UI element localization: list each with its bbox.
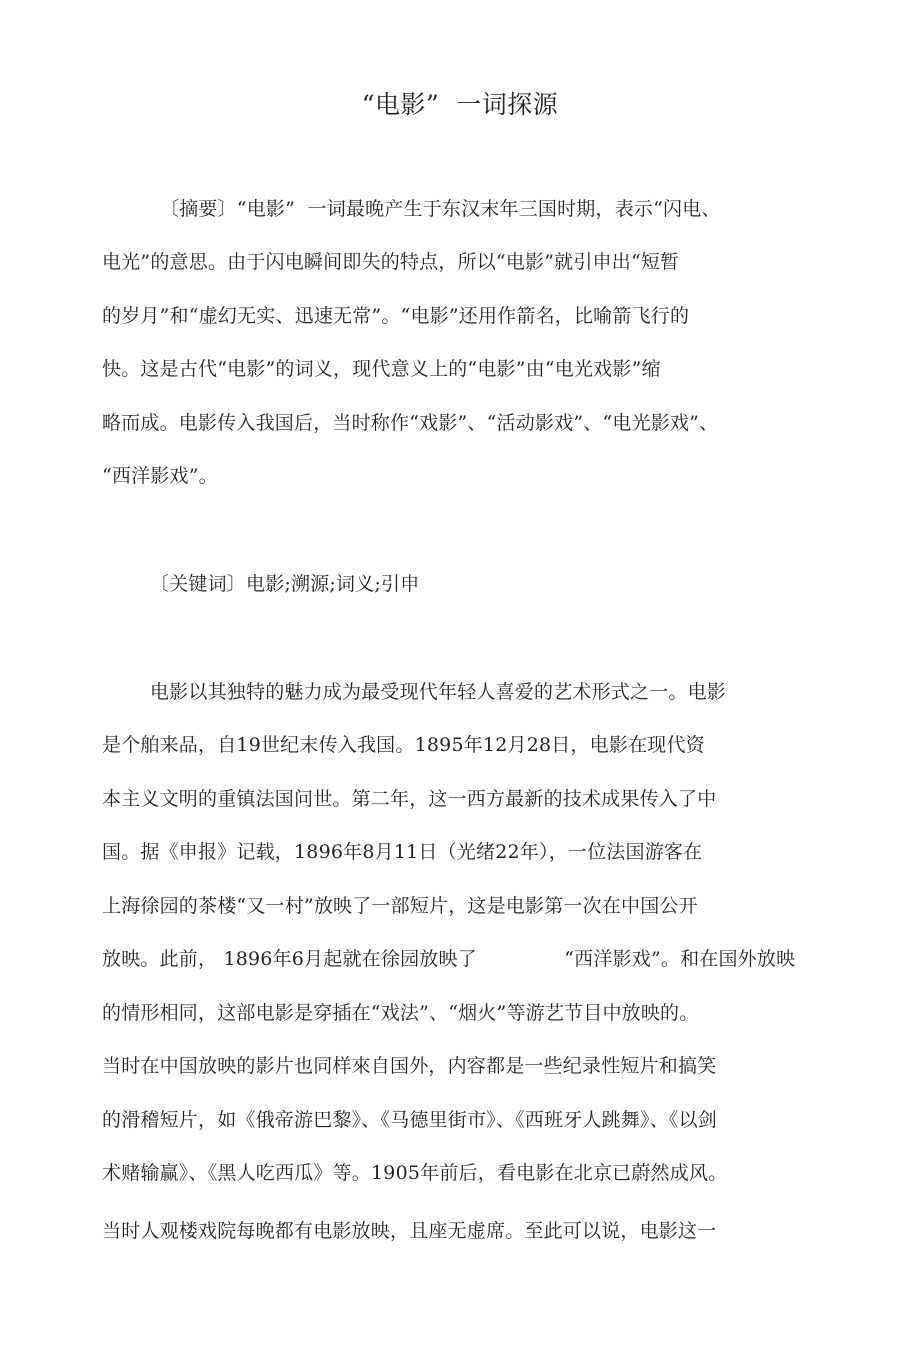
- abstract-line: 的岁月”和“虚幻无实、迅速无常”。“电影”还用作箭名，比喻箭飞行的: [102, 305, 690, 327]
- page-title: “电影” 一词探源: [361, 90, 559, 119]
- abstract-line: 略而成。电影传入我国后，当时称作“戏影”、“活动影戏”、“电光影戏”、: [102, 412, 719, 434]
- body-line: 是个舶来品，自19世纪末传入我国。1895年12月28日，电影在现代资: [102, 734, 705, 756]
- body-line: 放映。此前， 1896年6月起就在徐园放映了 “西洋影戏”。和在国外放映: [102, 948, 796, 970]
- body-line: 电影以其独特的魅力成为最受现代年轻人喜爱的艺术形式之一。电影: [150, 681, 727, 703]
- abstract-line: 快。这是古代“电影”的词义，现代意义上的“电影”由“电光戏影”缩: [102, 358, 661, 380]
- body-line: 上海徐园的茶楼“又一村”放映了一部短片，这是电影第一次在中国公开: [102, 895, 698, 917]
- body-line: 术赌输赢》、《黑人吃西瓜》等。1905年前后，看电影在北京已蔚然成风。: [102, 1162, 728, 1184]
- abstract-line: 〔摘要〕“电影” 一词最晚产生于东汉末年三国时期，表示“闪电、: [160, 198, 721, 220]
- body-line: 的滑稽短片，如《俄帝游巴黎》、《马德里街市》、《西班牙人跳舞》、《以剑: [102, 1109, 718, 1131]
- body-line: 本主义文明的重镇法国问世。第二年，这一西方最新的技术成果传入了中: [102, 788, 717, 810]
- body-line: 的情形相同，这部电影是穿插在“戏法”、“烟火”等游艺节目中放映的。: [102, 1002, 699, 1024]
- body-line: 当时人观楼戏院每晚都有电影放映，且座无虚席。至此可以说，电影这一: [102, 1220, 717, 1242]
- body-line: 当时在中国放映的影片也同样來自国外，内容都是一些纪录性短片和搞笑: [102, 1055, 717, 1077]
- abstract-line: “西洋影戏”。: [102, 465, 218, 487]
- body-line: 国。据《申报》记载，1896年8月11日（光绪22年），一位法国游客在: [102, 841, 703, 863]
- keywords-line: 〔关键词〕电影;溯源;词义;引申: [150, 573, 420, 595]
- abstract-line: 电光”的意思。由于闪电瞬间即失的特点，所以“电影”就引申出“短暂: [102, 251, 680, 273]
